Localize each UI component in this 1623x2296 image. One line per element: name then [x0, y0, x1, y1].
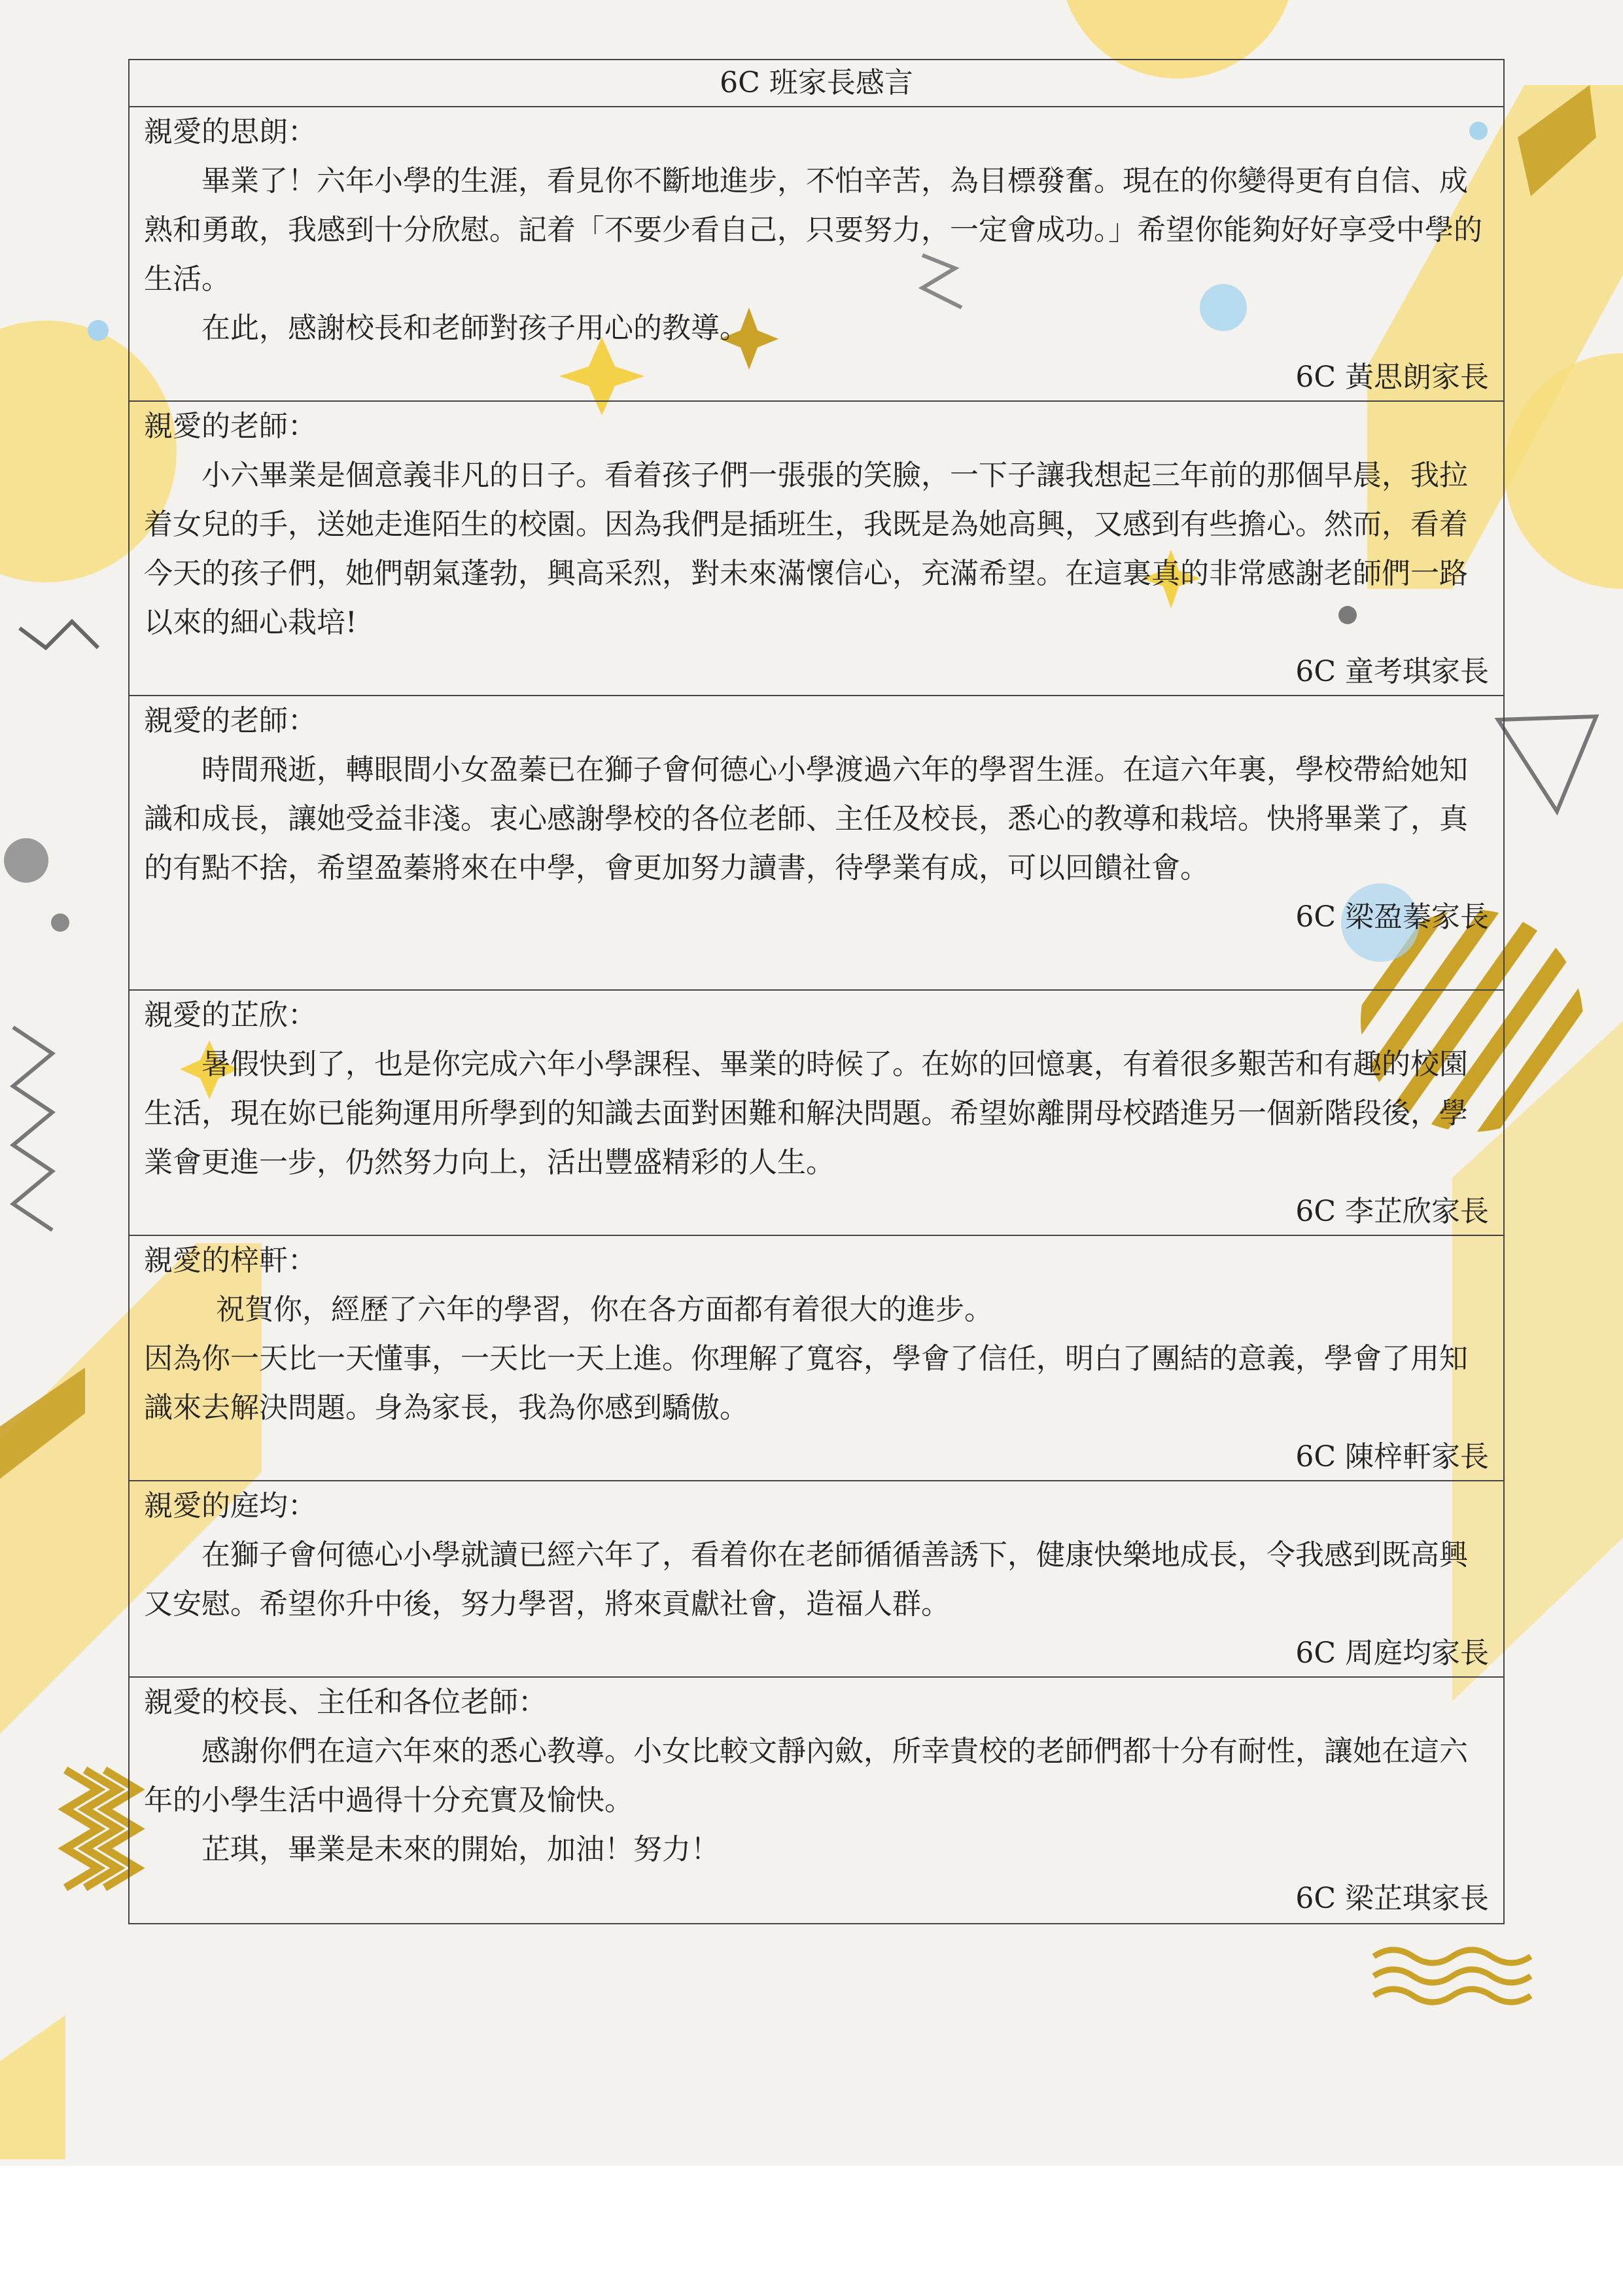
gold-chevrons: [65, 1770, 137, 1888]
signature: 6C 梁芷琪家長: [1295, 1882, 1489, 1915]
grey-zigzag: [20, 622, 98, 648]
parents-messages-table: [128, 59, 1505, 1924]
salutation: 親愛的梓軒：: [144, 1244, 317, 1277]
message-paragraph: 在獅子會何德心小學就讀已經六年了，看着你在老師循循善誘下，健康快樂地成長，令我感到既高興又安慰。希望你升中後，努力學習，將來貢獻社會，造福人群。: [144, 1538, 1468, 1621]
salutation: 親愛的校長、主任和各位老師：: [144, 1686, 547, 1719]
message-paragraph: 在此，感謝校長和老師對孩子用心的教導。: [201, 311, 748, 345]
message-paragraph: 畢業了！六年小學的生涯，看見你不斷地進步，不怕辛苦，為目標發奮。現在的你變得更有自信、成熟和勇敢，我感到十分欣慰。記着「不要少看自己，只要努力，一定會成功。」希望你能夠好好享受中學的生活。: [144, 164, 1482, 296]
yellow-triangle-bottom: [0, 2015, 65, 2159]
message-entry: [130, 991, 1503, 1236]
gold-waves: [1374, 1950, 1531, 2002]
message-paragraph: 因為你一天比一天懂事，一天比一天上進。你理解了寬容，學會了信任，明白了團結的意義，學會了用知識來去解決問題。身為家長，我為你感到驕傲。: [144, 1342, 1468, 1424]
salutation: 親愛的老師：: [144, 410, 317, 443]
signature: 6C 陳梓軒家長: [1295, 1440, 1489, 1474]
message-entry: [130, 1678, 1503, 1923]
salutation: 親愛的庭均：: [144, 1489, 317, 1523]
salutation: 親愛的思朗：: [144, 115, 317, 149]
message-entry: [130, 402, 1503, 696]
salutation: 親愛的老師：: [144, 704, 317, 737]
page-bottom-margin: [0, 2166, 1623, 2296]
signature: 6C 童考琪家長: [1295, 655, 1489, 688]
signature: 6C 周庭均家長: [1295, 1636, 1489, 1670]
message-paragraph: 祝賀你，經歷了六年的學習，你在各方面都有着很大的進步。: [216, 1293, 993, 1326]
grey-dot: [4, 838, 48, 883]
grey-zigzag: [13, 1027, 52, 1230]
blue-dot: [88, 320, 109, 341]
message-paragraph: 時間飛逝，轉眼間小女盈蓁已在獅子會何德心小學渡過六年的學習生涯。在這六年裏，學校帶給她知識和成長，讓她受益非淺。衷心感謝學校的各位老師、主任及校長，悉心的教導和栽培。快將畢業了，真的有點不捨，希望盈蓁將來在中學，會更加努力讀書，待學業有成，可以回饋社會。: [144, 753, 1468, 885]
signature: 6C 李芷欣家長: [1295, 1195, 1489, 1228]
message-entry: [130, 1481, 1503, 1678]
message-entry: [130, 107, 1503, 402]
salutation: 親愛的芷欣：: [144, 998, 317, 1032]
message-entry: [130, 1236, 1503, 1481]
message-paragraph: 暑假快到了，也是你完成六年小學課程、畢業的時候了。在妳的回憶裏，有着很多艱苦和有趣的校園生活，現在妳已能夠運用所學到的知識去面對困難和解決問題。希望妳離開母校踏進另一個新階段後，學業會更進一步，仍然努力向上，活出豐盛精彩的人生。: [144, 1048, 1468, 1179]
message-paragraph: 芷琪，畢業是未來的開始，加油！努力！: [201, 1833, 720, 1866]
grey-triangle-outline: [1498, 716, 1596, 811]
message-paragraph: 小六畢業是個意義非凡的日子。看着孩子們一張張的笑臉，一下子讓我想起三年前的那個早晨，我拉着女兒的手，送她走進陌生的校園。因為我們是插班生，我既是為她高興，又感到有些擔心。然而，看着今天的孩子們，她們朝氣蓬勃，興高采烈，對未來滿懷信心，充滿希望。在這裏真的非常感謝老師們一路以來的細心栽培!: [144, 459, 1468, 639]
signature: 6C 梁盈蓁家長: [1295, 900, 1489, 934]
page-title: 6C 班家長感言: [130, 60, 1503, 107]
signature: 6C 黃思朗家長: [1295, 361, 1489, 394]
grey-dot: [51, 913, 69, 932]
message-paragraph: 感謝你們在這六年來的悉心教導。小女比較文靜內斂，所幸貴校的老師們都十分有耐性，讓她在這六年的小學生活中過得十分充實及愉快。: [144, 1735, 1468, 1817]
message-entry: [130, 696, 1503, 991]
